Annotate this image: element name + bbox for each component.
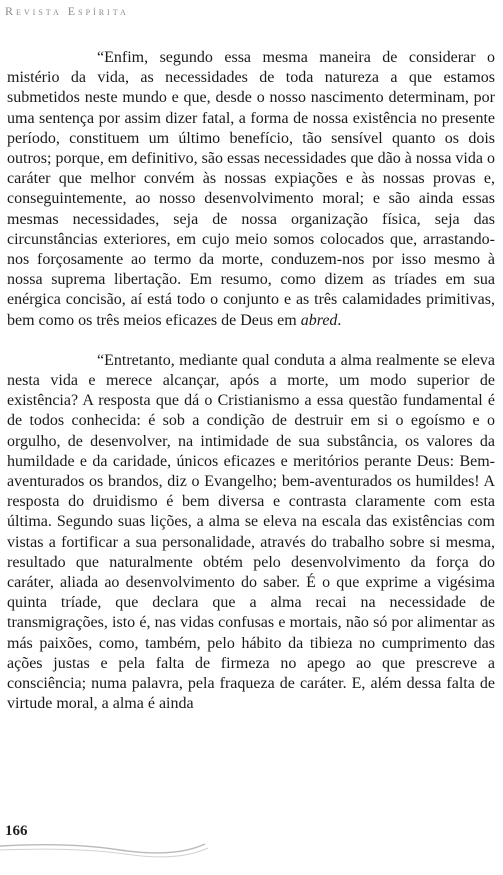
running-header: Revista Espírita: [5, 4, 129, 18]
paragraph-2: [7, 351, 495, 715]
paragraph-2-text: “Entretanto, mediante qual conduta a alma realmente se eleva nesta vida e merece alcançar, após a morte, um modo superior de existência? A resposta que dá o Cristianismo a essa questão fundamental é de todos conhecida: é sob a condição de destruir em si o egoísmo e o orgulho, de desenvolver, na intimidade de sua substância, os valores da humildade e da caridade, únicos eficazes e meritórios perante Deus: Bem-aventurados os brandos, diz o Evangelho; bem-aventurados os humildes! A resposta do druidismo é bem diversa e contrasta claramente com esta última. Segundo suas lições, a alma se eleva na escala das existências com vistas a fortificar a sua personalidade, através do trabalho sobre si mesma, resultado que naturalmente obtém pelo desenvolvimento da força do caráter, aliada ao desenvolvimento do saber. É o que exprime a vigésima quinta tríade, que declara que a alma recai na necessidade de transmigrações, isto é, nas vidas confusas e mortais, não só por alimentar as más paixões, como, também, pelo hábito da tibieza no cumprimento das ações justas e pela falta de firmeza no apego ao que prescreve a consciência; numa palavra, pela fraqueza de caráter. E, além dessa falta de virtude moral, a alma é ainda: [7, 351, 495, 713]
paragraph-1-text: “Enfim, segundo essa mesma maneira de considerar o mistério da vida, as necessidades de toda natureza a que estamos submetidos neste mundo e que, desde o nosso nascimento determinam, por uma sentença por assim dizer fatal, a forma de nossa existência no presente período, constituem um último benefício, tão sensível quanto os dois outros; porque, em definitivo, são essas necessidades que dão à nossa vida o caráter que melhor convém às nossas expiações e às nossas provas e, conseguintemente, ao nosso desenvolvimento moral; e são ainda essas mesmas necessidades, seja de nossa organização física, seja das circunstâncias exteriores, em cujo meio somos colocados que, arrastando-nos forçosamente ao termo da morte, conduzem-nos por isso mesmo à nossa suprema libertação. Em resumo, como dizem as tríades em sua enérgica concisão, aí está todo o conjunto e as três calamidades primitivas, bem como os três meios eficazes de Deus em: [7, 49, 495, 329]
page-footer: [0, 820, 503, 875]
paragraph-1-end: .: [337, 311, 342, 329]
page-body: [7, 48, 495, 715]
paragraph-1: [7, 48, 495, 331]
page-number: 166: [5, 823, 28, 839]
decorative-swoosh: [0, 820, 240, 875]
paragraph-1-italic-term: abred: [300, 311, 338, 329]
